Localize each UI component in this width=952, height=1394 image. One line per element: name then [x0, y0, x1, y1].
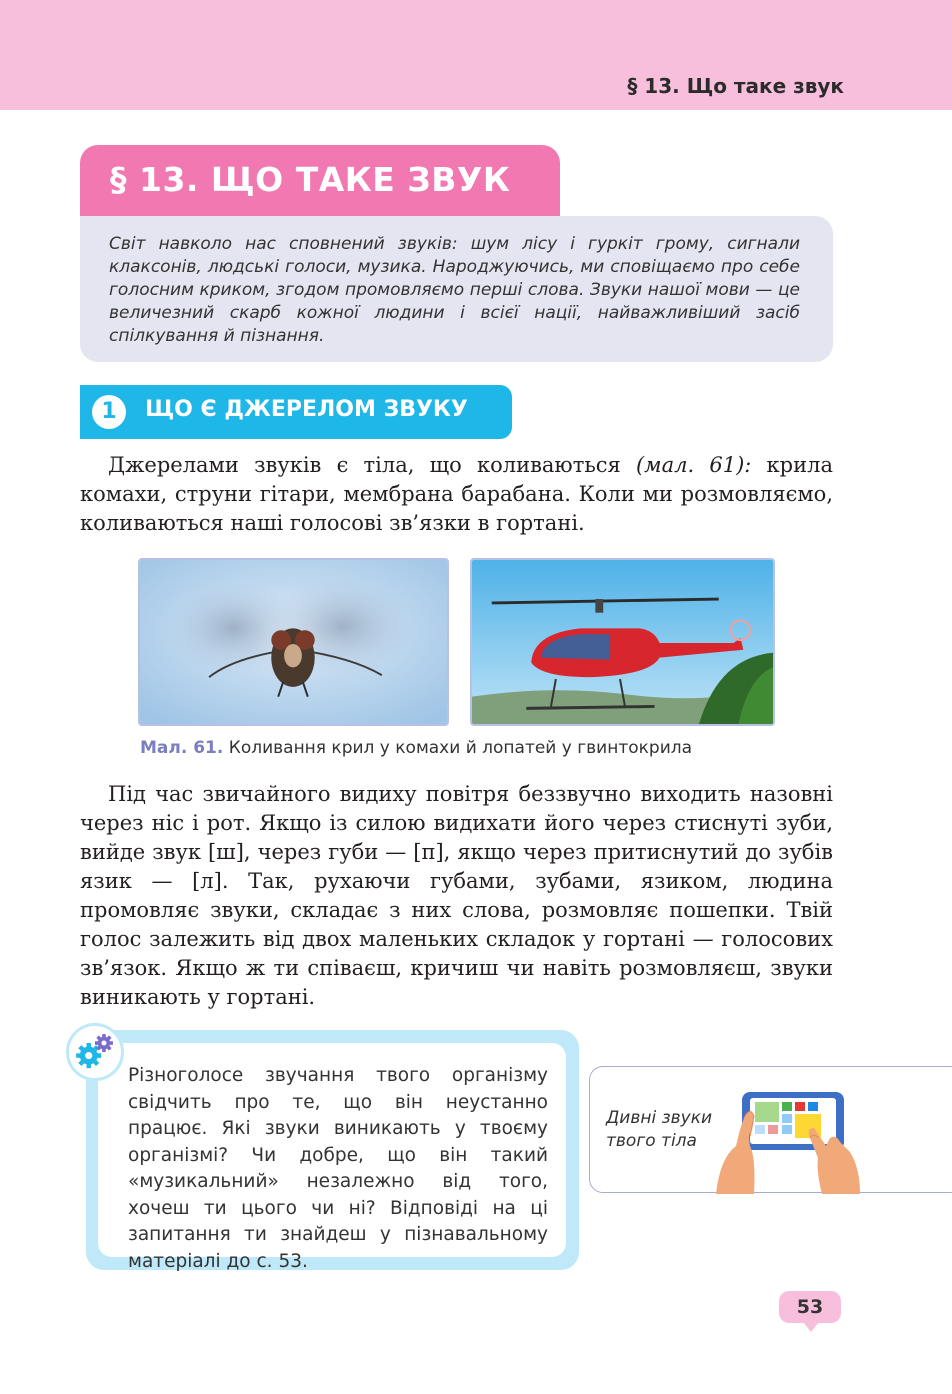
page-number-pointer [803, 1322, 819, 1332]
figure-label: Мал. 61. [140, 738, 224, 758]
helicopter-photo [470, 558, 775, 726]
subsection-number: 1 [92, 395, 126, 429]
fly-photo [138, 558, 449, 726]
section-title: § 13. ЩО ТАКЕ ЗВУК [110, 160, 511, 199]
figure-reference: (мал. 61): [635, 453, 752, 477]
paragraph-sound-sources [80, 451, 833, 538]
info-box [98, 1043, 566, 1272]
subsection-title: ЩО Є ДЖЕРЕЛОМ ЗВУКУ [145, 397, 468, 422]
page-number: 53 [779, 1291, 841, 1323]
intro-box [80, 216, 833, 362]
paragraph-voice-production: Під час звичайного видиху повітря беззвучно виходить назовні через ніс і рот. Якщо із силою видихати його через стиснуті зуби, вийде звук [ш], через губи — [п], якщо через притиснутий до зубів язик — [л]. Так, рухаючи губами, зубами, язиком, людина промовляє звуки, складає з них слова, розмовляє пошепки. Твій голос залежить від двох маленьких складок у гортані — голосових зв’язок. Якщо ж ти співаєш, кричиш чи навіть розмовляєш, звуки виникають у гортані. [80, 782, 833, 1009]
running-title: § 13. Що таке звук [627, 74, 844, 98]
intro-text: Світ навколо нас сповнений звуків: шум лісу і гуркіт грому, сигнали клаксонів, людські голоси, музика. Народжуючись, ми сповіщаємо про себе голосним криком, згодом промовляємо перші слова. Звуки нашої мови — це величезний скарб кожної людини і всієї нації, найважливіший засіб спілкування й пізнання. [109, 234, 800, 346]
paragraph1-text-end: крила комахи, струни гітари, мембрана барабана. Коли ми розмовляємо, коливаються наші голосові зв’язки в гортані. [80, 453, 833, 535]
tablet-hands-icon [710, 1088, 870, 1194]
media-link-text[interactable]: Дивні звуки твого тіла [606, 1108, 713, 1151]
figure-caption [140, 738, 692, 758]
gears-icon [66, 1023, 124, 1081]
paragraph1-text-start: Джерелами звуків є тіла, що коливаються [108, 453, 636, 477]
figure-caption-text: Коливання крил у комахи й лопатей у гвинтокрила [223, 738, 693, 758]
info-text: Різноголосе звучання твого організму свідчить про те, що він неустанно працює. Які звуки виникають у твоєму організмі? Чи добре, що він такий «музикальний» незалежно від того, хочеш ти цього чи ні? Відповіді на ці запитання ти знайдеш у пізнавальному матеріалі до с. 53. [128, 1065, 548, 1272]
